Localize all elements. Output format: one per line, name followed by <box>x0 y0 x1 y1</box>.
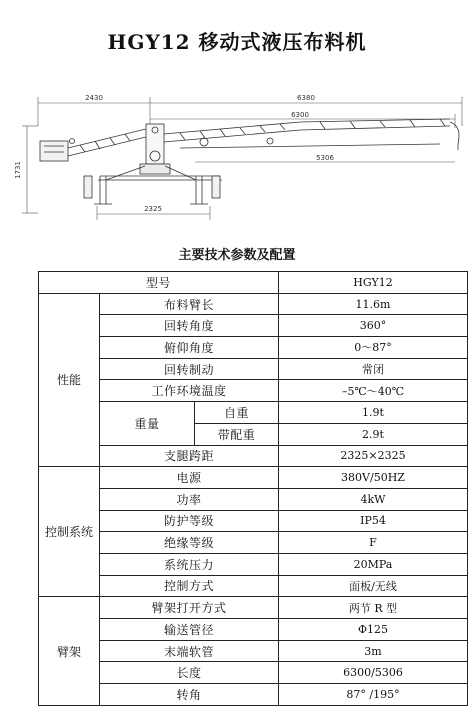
page-title: HGY12 移动式液压布料机 <box>107 30 367 54</box>
rotation-angle-label: 回转角度 <box>100 315 279 337</box>
table-row <box>39 293 468 315</box>
spec-table <box>38 271 468 706</box>
rotation-brake-value: 常闭 <box>279 358 468 380</box>
system-pressure-value: 20MPa <box>279 553 468 575</box>
model-value: HGY12 <box>279 272 468 294</box>
rotation-brake-label: 回转制动 <box>100 358 279 380</box>
turn-angle-label: 转角 <box>100 684 279 706</box>
insulation-value: F <box>279 532 468 554</box>
weight-label: 重量 <box>100 402 195 445</box>
dim-mid-label: 6300 <box>291 111 309 119</box>
turn-angle-value: 87° /195° <box>279 684 468 706</box>
self-weight-label: 自重 <box>195 402 279 424</box>
length-label: 长度 <box>100 662 279 684</box>
end-hose-value: 3m <box>279 640 468 662</box>
boom-structure <box>40 119 459 204</box>
counterweight-label: 带配重 <box>195 423 279 445</box>
dim-top-label: 6380 <box>297 94 315 102</box>
table-row <box>39 532 468 554</box>
boom-length-value: 11.6m <box>279 293 468 315</box>
insulation-label: 绝缘等级 <box>100 532 279 554</box>
dim-boom-label: 5306 <box>316 154 334 162</box>
table-row <box>39 272 468 294</box>
table-row <box>39 445 468 467</box>
dimension-lines <box>22 97 462 220</box>
table-row <box>39 684 468 706</box>
dim-height-label: 1731 <box>14 161 22 179</box>
table-row <box>39 315 468 337</box>
table-row <box>39 619 468 641</box>
table-row <box>39 337 468 359</box>
control-mode-label: 控制方式 <box>100 575 279 597</box>
boom-length-label: 布料臂长 <box>100 293 279 315</box>
arm-open-label: 臂架打开方式 <box>100 597 279 619</box>
end-hose-label: 末端软管 <box>100 640 279 662</box>
table-row <box>39 640 468 662</box>
pipe-diameter-value: Φ125 <box>279 619 468 641</box>
rotation-angle-value: 360° <box>279 315 468 337</box>
rated-power-label: 功率 <box>100 488 279 510</box>
arm-category: 臂架 <box>39 597 100 705</box>
temperature-value: –5℃～40℃ <box>279 380 468 402</box>
control-mode-value: 面板/无线 <box>279 575 468 597</box>
control-category: 控制系统 <box>39 467 100 597</box>
table-row <box>39 553 468 575</box>
table-row <box>39 575 468 597</box>
table-row <box>39 402 468 424</box>
protection-label: 防护等级 <box>100 510 279 532</box>
rated-power-value: 4kW <box>279 488 468 510</box>
pitch-angle-label: 俯仰角度 <box>100 337 279 359</box>
table-row <box>39 380 468 402</box>
pitch-angle-value: 0～87° <box>279 337 468 359</box>
table-row <box>39 510 468 532</box>
self-weight-value: 1.9t <box>279 402 468 424</box>
table-row <box>39 488 468 510</box>
table-title: 主要技术参数及配置 <box>178 248 296 263</box>
model-label: 型号 <box>39 272 279 294</box>
temperature-label: 工作环境温度 <box>100 380 279 402</box>
power-supply-value: 380V/50HZ <box>279 467 468 489</box>
table-row <box>39 597 468 619</box>
protection-value: IP54 <box>279 510 468 532</box>
length-value: 6300/5306 <box>279 662 468 684</box>
table-row <box>39 358 468 380</box>
dim-base-label: 2325 <box>144 205 162 213</box>
system-pressure-label: 系统压力 <box>100 553 279 575</box>
machine-drawing <box>0 86 474 226</box>
table-row <box>39 467 468 489</box>
power-supply-label: 电源 <box>100 467 279 489</box>
table-row <box>39 662 468 684</box>
performance-category: 性能 <box>39 293 100 467</box>
arm-open-value: 两节 R 型 <box>279 597 468 619</box>
leg-span-value: 2325×2325 <box>279 445 468 467</box>
counterweight-value: 2.9t <box>279 423 468 445</box>
leg-span-label: 支腿跨距 <box>100 445 279 467</box>
dim-left-label: 2430 <box>85 94 103 102</box>
pipe-diameter-label: 输送管径 <box>100 619 279 641</box>
